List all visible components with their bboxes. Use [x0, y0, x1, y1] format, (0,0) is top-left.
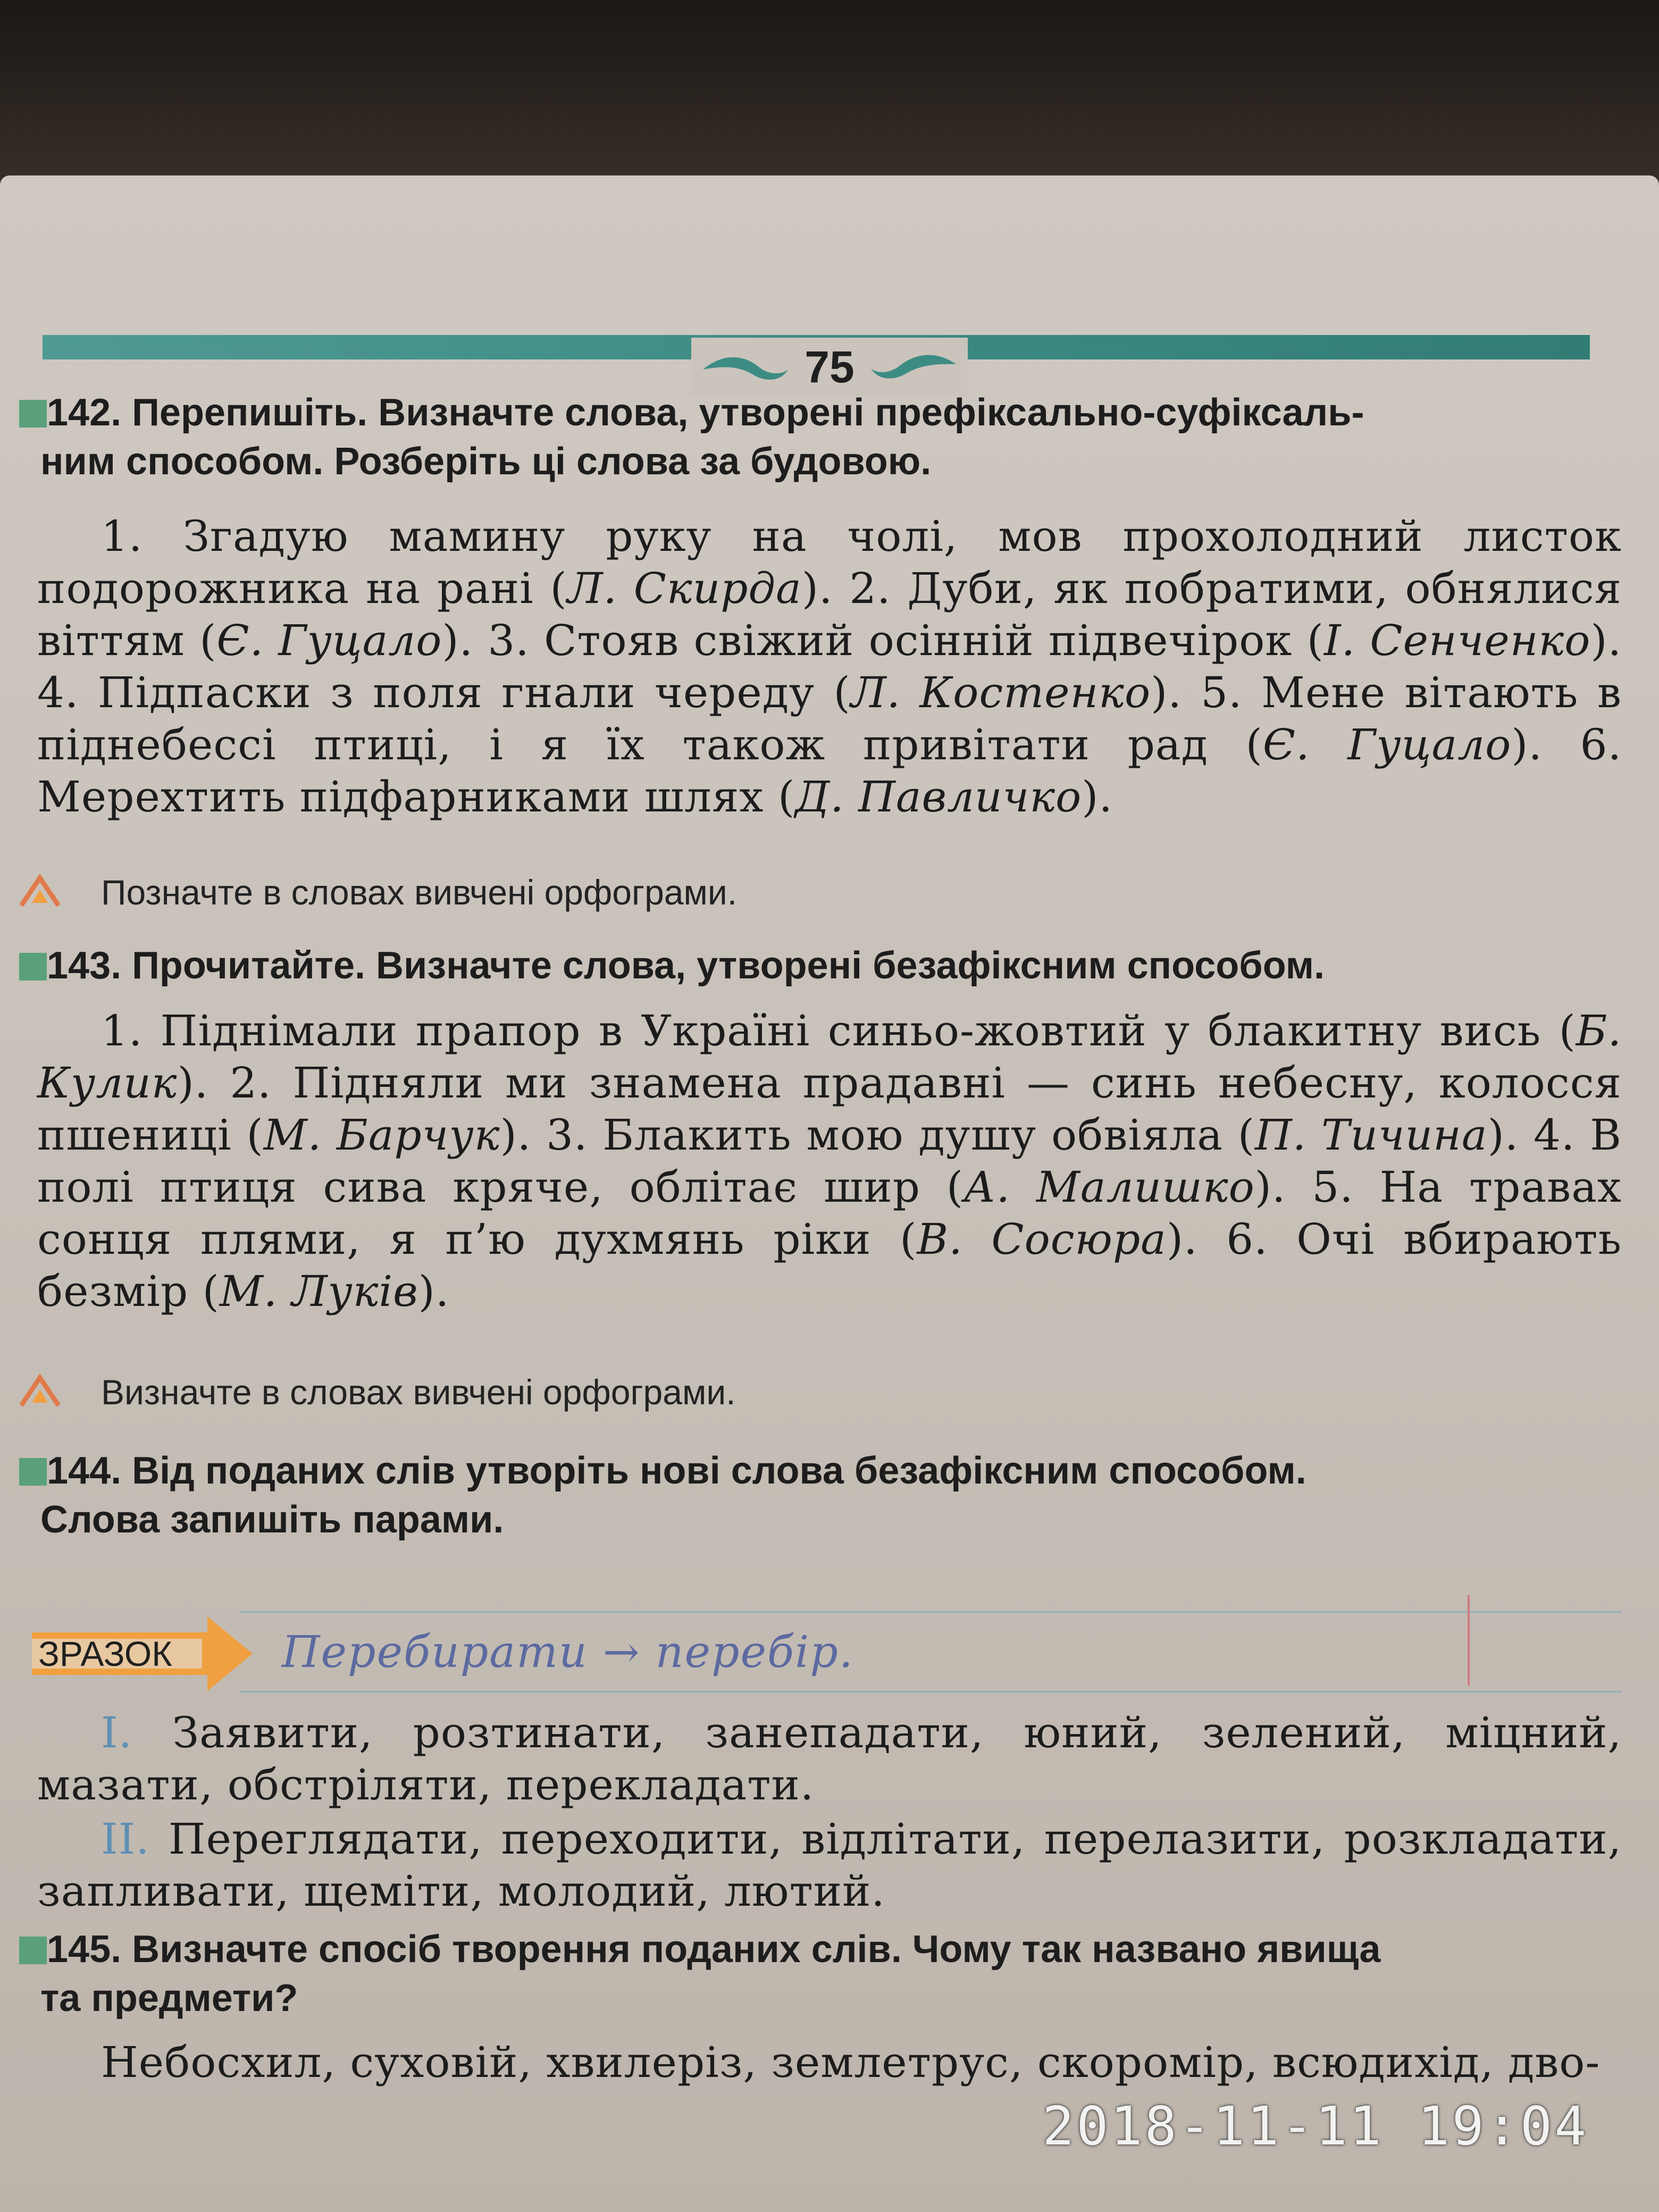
ruled-line [239, 1611, 1622, 1613]
page-number: 75 [805, 341, 854, 392]
task-142-text: 1. Згадую мамину руку на чолі, мов прохолодний листок подорожника на рані (Л. Скирда). 2. Дуби, як побратими, обнялися віттям (Є. Гуцало). 3. Стояв свіжий осінній підвечірок (І. Сенченко). 4. Підпаски з поля гнали череду (Л. Костенко). 5. Мене вітають в піднебессі птиці, і я їх також привітати рад (Є. Гуцало). 6. Мерехтить підфарниками шлях (Д. Павличко). [37, 512, 1622, 822]
orthogram-arrow-icon [16, 1373, 64, 1411]
task-144-heading: 144. Від поданих слів утворіть нові слова безафіксним способом. Слова запишіть парами. [19, 1446, 1306, 1544]
task-143-heading: 143. Прочитайте. Визначте слова, утворені безафіксним способом. [19, 941, 1325, 990]
task-143-note: Визначте в словах вивчені орфограми. [16, 1372, 736, 1412]
task-142-heading: 142. Перепишіть. Визначте слова, утворені префіксально-суфіксаль- ним способом. Розберіть ці слова за будовою. [19, 388, 1364, 486]
task-143-text: 1. Піднімали прапор в Україні синьо-жовтий у блакитну вись (Б. Кулик). 2. Підняли ми знамена прадавні — синь небесну, колосся пшениці (М. Барчук). 3. Блакить мою душу обвіяла (П. Тичина). 4. В полі птиця сива кряче, облітає шир (А. Малишко). 5. На травах сонця плями, я п’ю духмянь ріки (В. Сосюра). 6. Очі вбирають безмір (М. Луків). [37, 1006, 1622, 1316]
task-marker-icon [19, 1458, 47, 1486]
task-marker-icon [19, 400, 47, 428]
task-142-note: Позначте в словах вивчені орфограми. [16, 872, 737, 912]
photo-timestamp: 2018-11-11 19:04 [1042, 2095, 1589, 2157]
ruled-line [239, 1691, 1622, 1692]
swirl-left-icon [700, 348, 791, 386]
task-145-heading: 145. Визначте спосіб творення поданих слів. Чому так названо явища та предмети? [19, 1925, 1380, 2023]
task-marker-icon [19, 1937, 47, 1964]
margin-line [1468, 1595, 1470, 1686]
task-144-group-2: II. Переглядати, переходити, відлітати, перелазити, розкладати, запливати, щеміти, молодий, лютий. [37, 1814, 1622, 1916]
swirl-right-icon [868, 348, 959, 386]
sample-label: ЗРАЗОК [38, 1634, 172, 1673]
page-number-block [691, 338, 968, 396]
sample-handwriting: Перебирати → перебір. [282, 1627, 854, 1678]
task-marker-icon [19, 953, 47, 981]
task-144-group-1: I. Заявити, розтинати, занепадати, юний, зелений, міцний, мазати, обстріляти, перекладати. [37, 1708, 1622, 1809]
task-145-text: Небосхил, суховій, хвилеріз, землетрус, скоромір, всюдихід, дво- [101, 2038, 1601, 2087]
textbook-page [0, 175, 1659, 2212]
orthogram-arrow-icon [16, 874, 64, 911]
sample-row [32, 1611, 1627, 1696]
